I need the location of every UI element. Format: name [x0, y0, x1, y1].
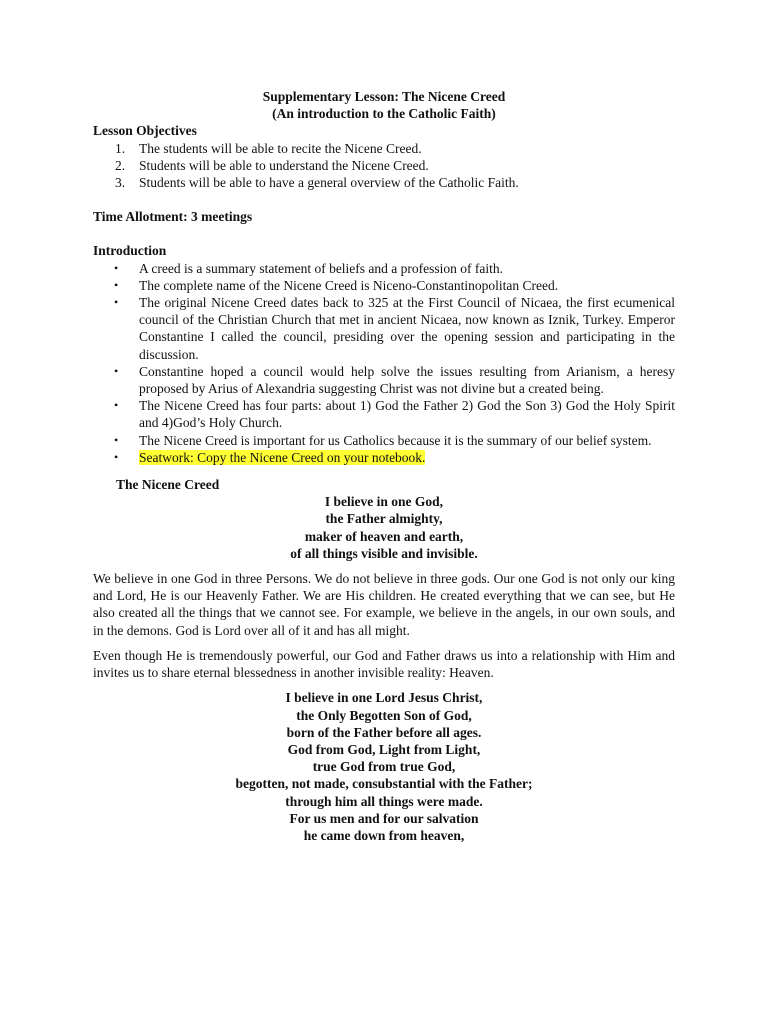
title-block: [93, 88, 675, 122]
list-item: [93, 140, 675, 157]
creed-line: born of the Father before all ages.: [286, 724, 482, 740]
creed-line: true God from true God,: [312, 759, 456, 775]
page-title: Supplementary Lesson: The Nicene Creed: [262, 89, 506, 104]
bullet-icon: •: [114, 260, 119, 275]
list-item: [93, 260, 675, 277]
body-paragraph: Even though He is tremendously powerful, our God and Father draws us into a relationship with Him and invites us to share eternal blessedness in another invisible reality: Heaven.: [93, 647, 675, 681]
objectives-list: [93, 140, 675, 192]
item-number: 1.: [115, 140, 126, 156]
item-text: The complete name of the Nicene Creed is Niceno-Constantinopolitan Creed.: [139, 277, 559, 293]
creed-line: the Father almighty,: [325, 511, 443, 527]
creed-line: maker of heaven and earth,: [304, 528, 464, 544]
creed-stanza: [93, 493, 675, 562]
creed-line: I believe in one Lord Jesus Christ,: [285, 690, 483, 706]
item-text: The original Nicene Creed dates back to 325 at the First Council of Nicaea, the first ecumenical council of the Christian Church that met in ancient Nicaea, now known as Iznik, Turkey. Emperor Constantine I called the council, presiding over the opening session and participating in the discussion.: [139, 295, 675, 362]
document-content: [93, 88, 675, 844]
creed-line: For us men and for our salvation: [289, 810, 479, 826]
body-paragraph: We believe in one God in three Persons. We do not believe in three gods. Our one God is not only our king and Lord, He is our Heavenly Father. We are His children. He created everything that we can see, but He also created all the things that we cannot see. For example, we believe in the angels, in our own souls, and in the demons. God is Lord over all of it and has all might.: [93, 571, 675, 638]
seatwork-highlight: [114, 449, 426, 465]
bullet-icon: •: [114, 432, 119, 447]
bullet-icon: •: [114, 295, 119, 310]
item-text: The Nicene Creed is important for us Catholics because it is the summary of our belief system.: [139, 432, 652, 448]
objectives-heading: Lesson Objectives: [93, 123, 197, 139]
item-text: The Nicene Creed has four parts: about 1) God the Father 2) God the Son 3) God the Holy Spirit and 4)God’s Holy Church.: [139, 398, 675, 431]
list-item: [93, 363, 675, 397]
item-text: Students will be able to have a general overview of the Catholic Faith.: [139, 175, 519, 191]
bullet-icon: •: [114, 398, 119, 413]
item-number: 3.: [115, 175, 126, 191]
list-item: [93, 432, 675, 449]
creed-line: he came down from heaven,: [303, 827, 465, 843]
creed-line: God from God, Light from Light,: [287, 741, 481, 757]
creed-line: the Only Begotten Son of God,: [296, 707, 472, 723]
creed-line: begotten, not made, consubstantial with the Father;: [235, 776, 533, 792]
list-item: [93, 174, 675, 191]
list-item: [93, 157, 675, 174]
list-item: [93, 397, 675, 431]
bullet-icon: •: [114, 277, 119, 292]
creed-heading: The Nicene Creed: [116, 477, 220, 493]
creed-line: through him all things were made.: [285, 793, 483, 809]
creed-stanza: [93, 689, 675, 844]
creed-line: I believe in one God,: [324, 494, 444, 510]
bullet-icon: •: [114, 449, 119, 464]
creed-line: of all things visible and invisible.: [290, 545, 478, 561]
item-text: Seatwork: Copy the Nicene Creed on your notebook.: [139, 449, 426, 465]
list-item: [93, 277, 675, 294]
bullet-icon: •: [114, 363, 119, 378]
page-subtitle: (An introduction to the Catholic Faith): [272, 106, 496, 122]
item-text: Students will be able to understand the Nicene Creed.: [139, 157, 429, 173]
item-text: A creed is a summary statement of beliefs and a profession of faith.: [139, 260, 504, 276]
list-item: [93, 294, 675, 363]
introduction-list: [93, 260, 675, 466]
item-text: The students will be able to recite the Nicene Creed.: [139, 140, 422, 156]
introduction-heading: Introduction: [93, 243, 167, 259]
item-text: Constantine hoped a council would help solve the issues resulting from Arianism, a heresy proposed by Arius of Alexandria suggesting Christ was not divine but a created being.: [139, 363, 675, 397]
seatwork-item: [93, 449, 675, 466]
time-allotment: Time Allotment: 3 meetings: [93, 209, 253, 225]
item-number: 2.: [115, 157, 126, 173]
